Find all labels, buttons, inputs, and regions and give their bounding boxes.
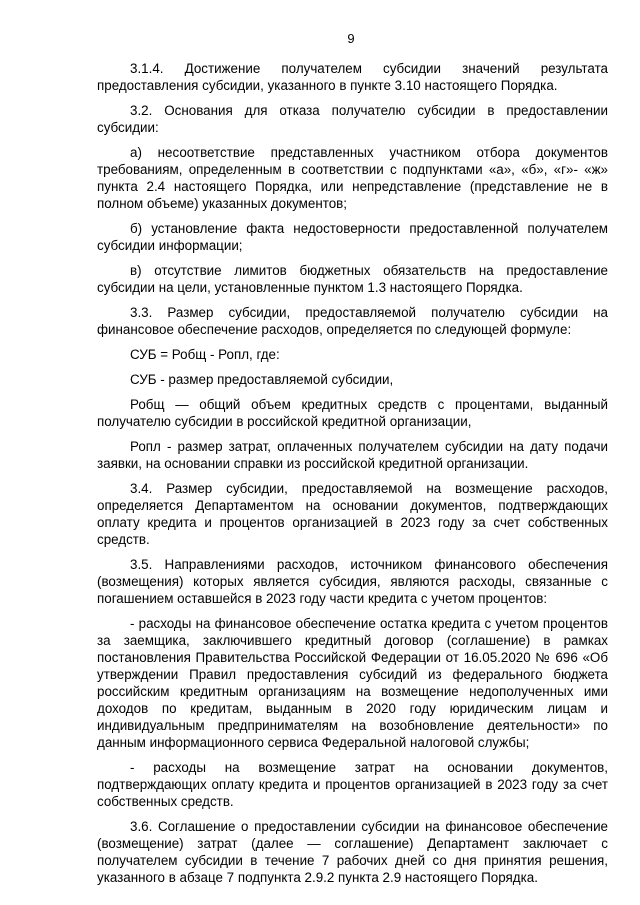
- formula-def-robshch: Робщ — общий объем кредитных средств с процентами, выданный получателю субсидии в российской кредитной организации,: [97, 397, 608, 429]
- paragraph-3-6: 3.6. Соглашение о предоставлении субсидии на финансовое обеспечение (возмещение) затрат (далее — соглашение) Департамент заключает с получателем субсидии в течение 7 рабочих дней со дня принятия решения, указанного в абзаце 7 подпункта 2.9.2 пункта 2.9 настоящего Порядка.: [97, 819, 608, 885]
- paragraph-3-2-b: б) установление факта недостоверности предоставленной получателем субсидии информации;: [97, 221, 608, 253]
- formula: СУБ = Робщ - Ропл, где:: [130, 347, 280, 362]
- paragraph-3-5-item-1: - расходы на финансовое обеспечение остатка кредита с учетом процентов за заемщика, заключившего кредитный договор (соглашение) в рамках постановления Правительства Российской Федерации от 16.05.2020 № 696 «Об утверждении Правил предоставления субсидий из федерального бюджета российским кредитным организациям на возмещение недополученных ими доходов по кредитам, выданным в 2020 году юридическим лицам и индивидуальным предпринимателям на возобновление деятельности» по данным информационного сервиса Федеральной налоговой службы;: [97, 616, 608, 750]
- page-number: 9: [347, 31, 355, 46]
- paragraph-3-3: 3.3. Размер субсидии, предоставляемой получателю субсидии на финансовое обеспечение расходов, определяется по следующей формуле:: [97, 305, 608, 337]
- paragraph-3-5-item-2: - расходы на возмещение затрат на основании документов, подтверждающих оплату кредита и процентов организацией в 2023 году за счет собственных средств.: [97, 760, 608, 809]
- paragraph-3-2-v: в) отсутствие лимитов бюджетных обязательств на предоставление субсидии на цели, установленные пунктом 1.3 настоящего Порядка.: [97, 263, 608, 295]
- formula-def-sub: СУБ - размер предоставляемой субсидии,: [130, 372, 394, 387]
- paragraph-3-5: 3.5. Направлениями расходов, источником финансового обеспечения (возмещения) которых является субсидия, являются расходы, связанные с погашением оставшейся в 2023 году части кредита с учетом процентов:: [97, 557, 608, 606]
- paragraph-3-1-4: 3.1.4. Достижение получателем субсидии значений результата предоставления субсидии, указанного в пункте 3.10 настоящего Порядка.: [97, 61, 608, 93]
- paragraph-3-4: 3.4. Размер субсидии, предоставляемой на возмещение расходов, определяется Департаментом на основании документов, подтверждающих оплату кредита и процентов организацией в 2023 году за счет собственных средств.: [97, 481, 608, 547]
- paragraph-3-2-a: а) несоответствие представленных участником отбора документов требованиям, определенным в соответствии с подпунктами «а», «б», «г»- «ж» пункта 2.4 настоящего Порядка, или непредставление (представление не в полном объеме) указанных документов;: [97, 145, 608, 211]
- formula-def-ropl: Ропл - размер затрат, оплаченных получателем субсидии на дату подачи заявки, на основании справки из российской кредитной организации.: [97, 439, 608, 471]
- paragraph-3-2: 3.2. Основания для отказа получателю субсидии в предоставлении субсидии:: [97, 103, 608, 135]
